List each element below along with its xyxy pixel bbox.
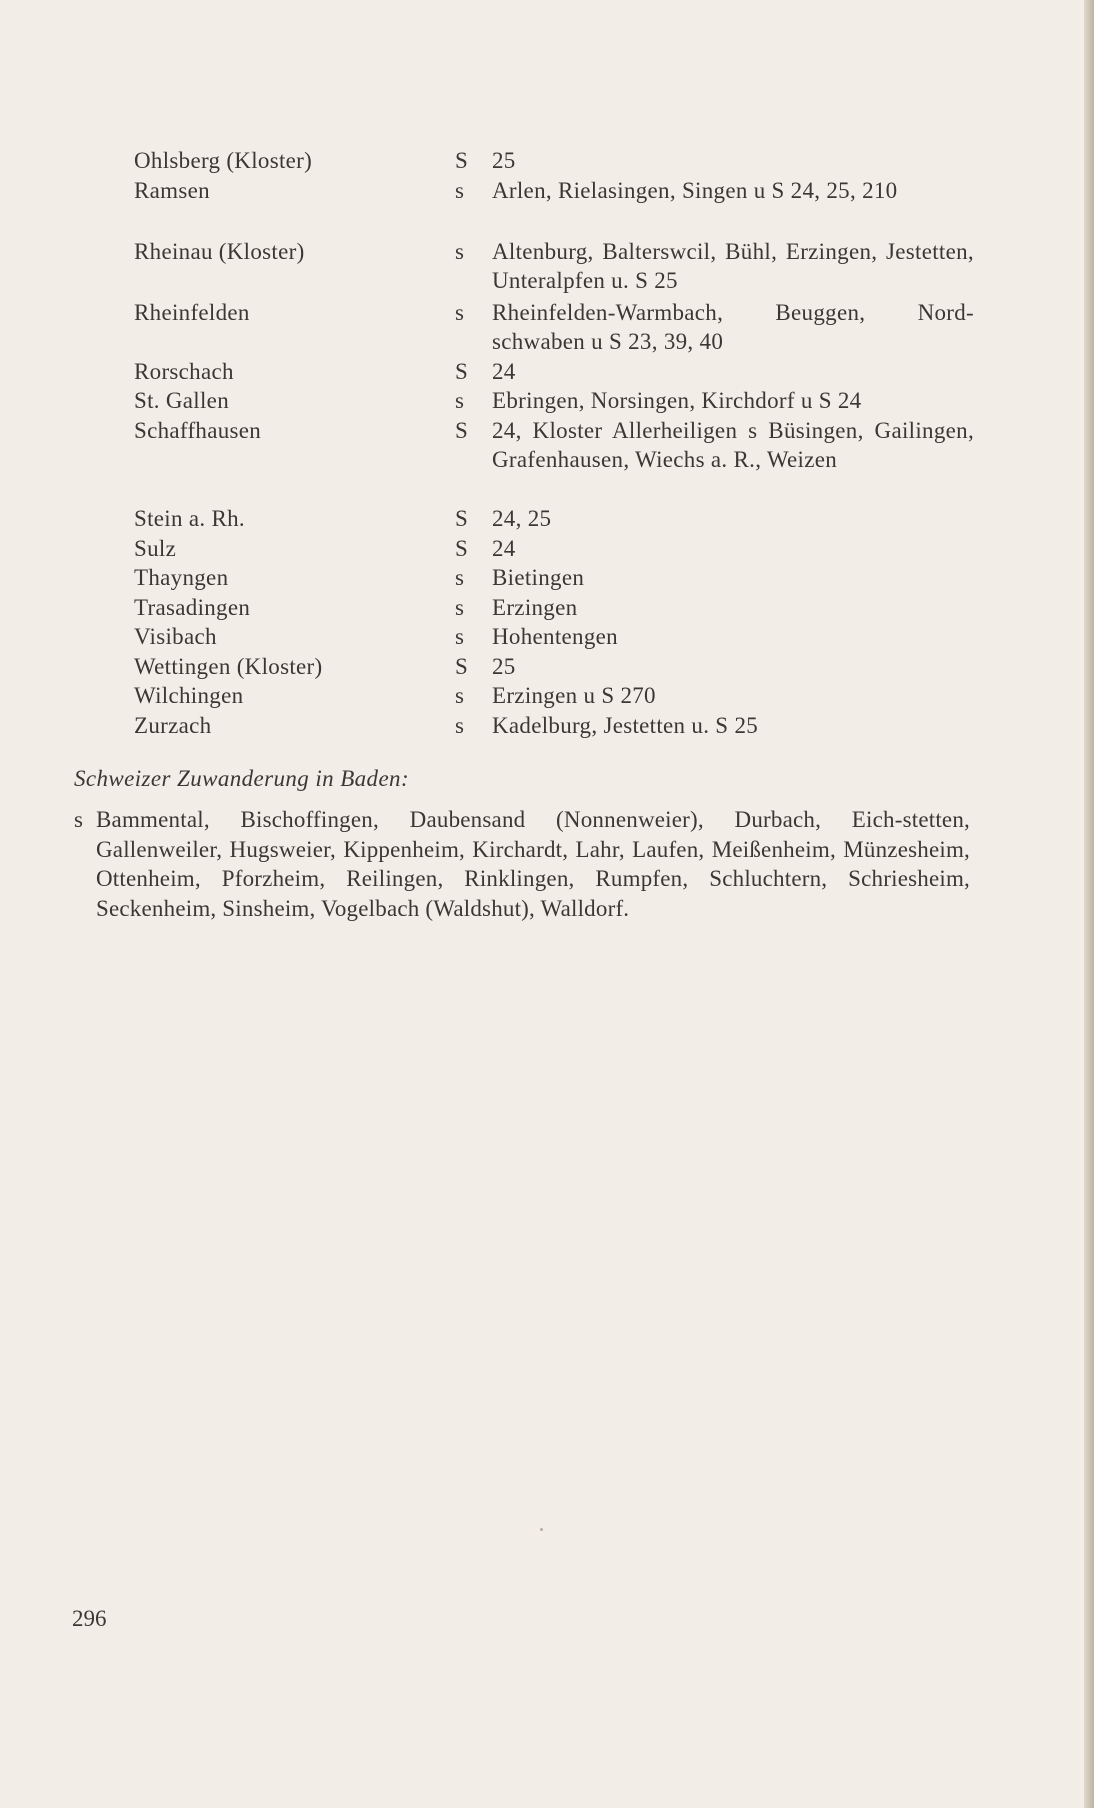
paper-speck <box>540 1528 543 1531</box>
place-name: Wettingen (Kloster) <box>134 653 323 679</box>
reference-mark: s <box>455 594 465 620</box>
table-row <box>134 593 984 623</box>
reference-text: Arlen, Rielasingen, Singen u S 24, 25, 210 <box>492 177 898 203</box>
reference-mark: S <box>455 653 469 679</box>
reference-text: 24 <box>492 358 516 384</box>
page-edge <box>1084 0 1094 1808</box>
place-name: Wilchingen <box>134 683 244 708</box>
reference-mark: s <box>455 624 465 649</box>
reference-text: Altenburg, Balterswcil, Bühl, Erzingen, Jestetten, Unteralpfen u. S 25 <box>492 238 974 293</box>
reference-text: 24, 25 <box>492 506 552 531</box>
table-row <box>134 652 984 682</box>
paragraph-text: Bammental, Bischoffingen, Daubensand (Nonnenweier), Durbach, Eich-stetten, Gallenweiler, Hugsweier, Kippenheim, Kirchardt, Lahr, Laufen, Meißenheim, Münzesheim, Ottenheim, Pforzheim, Reilingen, Rinklingen, Rumpfen, Schluchtern, Schriesheim, Seckenheim, Sinsheim, Vogelbach (Waldshut), Walldorf. <box>96 807 970 921</box>
origin-table <box>134 146 984 740</box>
place-name: Visibach <box>134 624 217 649</box>
table-row <box>134 146 984 176</box>
reference-text: 25 <box>492 653 516 679</box>
reference-text: Kadelburg, Jestetten u. S 25 <box>492 712 759 738</box>
table-row <box>134 237 984 298</box>
reference-mark: S <box>455 417 469 443</box>
reference-mark: s <box>455 712 465 738</box>
reference-mark: S <box>455 535 469 561</box>
table-row <box>134 563 984 593</box>
section-heading: Schweizer Zuwanderung in Baden: <box>74 766 410 791</box>
place-name: Rheinau (Kloster) <box>134 238 305 264</box>
table-row <box>134 622 984 652</box>
place-name: Sulz <box>134 535 177 561</box>
place-name: Schaffhausen <box>134 417 262 443</box>
reference-mark: s <box>455 177 465 203</box>
reference-mark: S <box>455 358 469 384</box>
table-row <box>134 504 984 534</box>
place-name: Ramsen <box>134 177 210 203</box>
place-name: Rheinfelden <box>134 299 250 325</box>
place-name: St. Gallen <box>134 388 229 413</box>
place-name: Trasadingen <box>134 594 251 620</box>
table-row <box>134 534 984 564</box>
place-name: Zurzach <box>134 712 212 738</box>
reference-mark: s <box>455 299 465 325</box>
reference-text: Hohentengen <box>492 624 618 649</box>
reference-mark: s <box>455 683 465 708</box>
place-name: Thayngen <box>134 565 229 590</box>
table-row <box>134 711 984 741</box>
reference-text: Erzingen u S 270 <box>492 683 656 708</box>
place-name: Ohlsberg (Kloster) <box>134 148 313 173</box>
reference-text: Ebringen, Norsingen, Kirchdorf u S 24 <box>492 388 862 413</box>
table-row <box>134 681 984 711</box>
migration-paragraph <box>74 805 970 923</box>
reference-mark: s <box>455 565 465 590</box>
page-number: 296 <box>72 1606 107 1631</box>
table-row <box>134 357 984 387</box>
table-row <box>134 298 984 357</box>
reference-mark: s <box>455 238 465 264</box>
reference-text: 25 <box>492 148 516 173</box>
reference-text: Bietingen <box>492 565 585 590</box>
reference-text: Rheinfelden-Warmbach, Beuggen, Nord-schwaben u S 23, 39, 40 <box>492 299 974 354</box>
place-name: Rorschach <box>134 358 234 384</box>
reference-mark: s <box>455 388 465 413</box>
reference-mark: S <box>455 506 469 531</box>
reference-text: 24, Kloster Allerheiligen s Büsingen, Gailingen, Grafenhausen, Wiechs a. R., Weizen <box>492 417 974 472</box>
paragraph-mark: s <box>74 807 84 832</box>
table-row <box>134 176 984 237</box>
table-row <box>134 416 984 505</box>
reference-text: Erzingen <box>492 594 578 620</box>
place-name: Stein a. Rh. <box>134 506 245 531</box>
table-row <box>134 386 984 416</box>
reference-text: 24 <box>492 535 516 561</box>
reference-mark: S <box>455 148 469 173</box>
